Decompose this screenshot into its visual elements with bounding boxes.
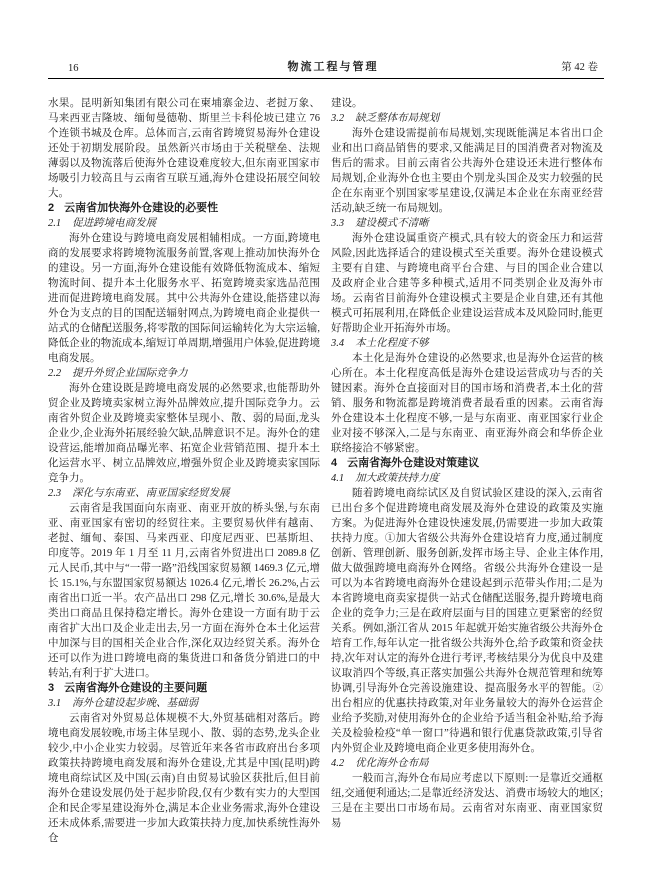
body-paragraph: 一般而言,海外仓布局应考虑以下原则:一是靠近交通枢纽,交通便利通达;二是靠近经济发达、消费市场较大的地区;三是在主要出口市场布局。云南省对东南亚、南亚国家贸易 (331, 773, 603, 829)
body-paragraph: 水果。昆明新知集团有限公司在柬埔寨金边、老挝万象、马来西亚吉隆坡、缅甸曼德勒、斯里兰卡科伦坡已建立 76 个连锁书城及仓库。总体而言,云南省跨境贸易海外仓建设还处于初期发展阶段。虽然新兴市场由于关税壁垒、法规薄弱以及物流落后使海外仓建设难度较大,但东南亚国家市场吸引力较高且与云南省互联互通,海外仓建设拓展空间较大。 (48, 98, 320, 199)
right-column (331, 96, 603, 846)
section-number: 3.1 (48, 698, 62, 709)
body-paragraph: 海外仓建设与跨境电商发展相辅相成。一方面,跨境电商的发展要求将跨境物流服务前置,客观上推动加快海外仓的建设。另一方面,海外仓建设能有效降低物流成本、缩短物流时间、提升本土化服务水平、拓宽跨境卖家选品范围进而促进跨境电商发展。其中公共海外仓建设,能搭建以海外仓为支点的目的国配送辐射网点,为跨境电商企业提供一站式的仓储配送服务,将零散的国际间运输转化为大宗运输,降低企业的物流成本,缩短订单周期,增强用户体验,促进跨境电商发展。 (48, 233, 320, 364)
subsection-heading (331, 471, 603, 486)
section-title: 促进跨境电商发展 (72, 218, 157, 229)
section-heading (331, 456, 603, 471)
section-title: 提升外贸企业国际竞争力 (72, 368, 188, 379)
section-title: 缺乏整体布局规划 (355, 113, 440, 124)
body-paragraph: 云南省是我国面向东南亚、南亚开放的桥头堡,与东南亚、南亚国家有密切的经贸往来。主要贸易伙伴有越南、老挝、缅甸、泰国、马来西亚、印度尼西亚、巴基斯坦、印度等。2019 年 1 月至 11 月,云南省外贸进出口 2089.8 亿元人民币,其中与“一带一路”沿线国家贸易额 1469.3 亿元,增长 15.1%,与东盟国家贸易额达 1026.4 亿元,增长 26.2%,占云南省出口近一半。农产品出口 298 亿元,增长 30.6%,是最大类出口商品且保持稳定增长。海外仓建设一方面有助于云南省扩大出口及企业走出去,另一方面在海外仓本土化运营中加深与目的国相关企业合作,深化双边经贸关系。海外仓还可以作为进口跨境电商的集货进口和备货分销进口的中转站,有利于扩大进口。 (48, 503, 320, 679)
volume-label: 第 42 卷 (561, 62, 598, 73)
subsection-heading (48, 216, 320, 231)
body-paragraph: 本土化是海外仓建设的必然要求,也是海外仓运营的核心所在。本土化程度高低是海外仓建设运营成功与否的关键因素。海外仓直接面对目的国市场和消费者,本土化的营销、服务和物流都是跨境消费者最看重的因素。云南省海外仓建设本土化程度不够,一是与东南亚、南亚国家行业企业对接不够深入,二是与东南亚、南亚海外商会和华侨企业联络接洽不够紧密。 (331, 353, 603, 454)
section-number: 3.4 (331, 338, 345, 349)
section-title: 建设模式不清晰 (355, 218, 429, 229)
section-title: 云南省海外仓建设对策建议 (347, 457, 480, 469)
body-paragraph: 海外仓建设需提前布局规划,实现既能满足本省出口企业和出口商品销售的要求,又能满足目的国消费者对物流及售后的需求。目前云南省公共海外仓建设还未进行整体布局规划,企业海外仓也主要由个别龙头国企及实力较强的民企在东南亚个别国家零星建设,仅满足本企业在东南亚经营活动,缺乏统一布局规划。 (331, 128, 603, 214)
section-title: 优化海外仓布局 (355, 758, 429, 769)
section-number: 4.2 (331, 758, 345, 769)
subsection-heading (331, 216, 603, 231)
page-number: 16 (68, 63, 79, 74)
section-title: 加大政策扶持力度 (355, 473, 440, 484)
body-paragraph: 海外仓建设既是跨境电商发展的必然要求,也能帮助外贸企业及跨境卖家树立海外品牌效应,提升国际竞争力。云南省外贸企业及跨境卖家整体呈现小、散、弱的局面,龙头企业少,企业海外拓展经验欠缺,品牌意识不足。海外仓的建设营运,能增加商品曝光率、拓宽企业营销范围、提升本土化运营水平、树立品牌效应,增强外贸企业及跨境卖家国际竞争力。 (48, 383, 320, 484)
section-number: 4 (331, 457, 338, 469)
body-paragraph: 建设。 (331, 98, 363, 109)
section-title: 云南省海外仓建设的主要问题 (64, 682, 208, 694)
body-paragraph: 随着跨境电商综试区及自贸试验区建设的深入,云南省已出台多个促进跨境电商发展及海外仓建设的政策及实施方案。为促进海外仓建设快速发展,仍需要进一步加大政策扶持力度。①加大省级公共海外仓建设培育力度,通过制度创新、管理创新、服务创新,发挥市场主导、企业主体作用,做大做强跨境电商海外仓网络。省级公共海外仓建设一是可以为本省跨境电商海外仓建设起到示范带头作用;二是为本省跨境电商卖家提供一站式仓储配送服务,提升跨境电商企业的竞争力;三是在政府层面与目的国建立更紧密的经贸关系。例如,浙江省从 2015 年起就开始实施省级公共海外仓培育工作,每年认定一批省级公共海外仓,给予政策和资金扶持,次年对认定的海外仓进行考评,考核结果分为优良中及建议取消四个等级,真正落实加强公共海外仓规范管理和统筹协调,引导海外仓完善设施建设、提高服务水平的智能。②出台相应的优惠扶持政策,对年业务量较大的海外仓运营企业给予奖励,对使用海外仓的企业给予适当租金补贴,给予海关及检验检疫“单一窗口”待遇和银行优惠贷款政策,引导省内外贸企业及跨境电商企业更多使用海外仓。 (331, 488, 603, 754)
section-number: 2.1 (48, 218, 62, 229)
page-header (48, 58, 604, 78)
article-body (48, 96, 604, 846)
subsection-heading (48, 696, 320, 711)
subsection-heading (331, 111, 603, 126)
section-number: 4.1 (331, 473, 345, 484)
header-rule (48, 78, 604, 79)
section-number: 2 (48, 202, 55, 214)
section-number: 2.2 (48, 368, 62, 379)
section-title: 海外仓建设起步晚、基础弱 (72, 698, 199, 709)
body-paragraph: 海外仓建设属重资产模式,具有较大的资金压力和运营风险,因此选择适合的建设模式至关重要。海外仓建设模式主要有自建、与跨境电商平台合建、与目的国企业合建以及政府企业合建等多种模式,适用不同类别企业及海外市场。云南省目前海外仓建设模式主要是企业自建,还有其他模式可拓展利用,在降低企业建设运营成本及风险同时,能更好帮助企业开拓海外市场。 (331, 233, 603, 334)
section-heading (48, 681, 320, 696)
section-title: 云南省加快海外仓建设的必要性 (64, 202, 219, 214)
subsection-heading (331, 756, 603, 771)
section-number: 3.3 (331, 218, 345, 229)
section-number: 2.3 (48, 488, 62, 499)
section-heading (48, 201, 320, 216)
section-title: 深化与东南亚、南亚国家经贸发展 (72, 488, 230, 499)
section-number: 3.2 (331, 113, 345, 124)
subsection-heading (48, 486, 320, 501)
section-title: 本土化程度不够 (355, 338, 429, 349)
section-number: 3 (48, 682, 55, 694)
journal-title: 物流工程与管理 (287, 61, 379, 73)
subsection-heading (331, 336, 603, 351)
left-column (48, 96, 320, 846)
body-paragraph: 云南省对外贸易总体规模不大,外贸基础相对落后。跨境电商发展较晚,市场主体呈现小、散、弱的态势,龙头企业较少,中小企业实力较弱。尽管近年来各省市政府出台多项政策扶持跨境电商发展和海外仓建设,尤其是中国(昆明)跨境电商综试区及中国(云南)自由贸易试验区获批后,但目前海外仓建设发展仍处于起步阶段,仅有少数有实力的大型国企和民企零星建设海外仓,满足本企业业务需求,海外仓建设还未成体系,需要进一步加大政策扶持力度,加快系统性海外仓 (48, 713, 320, 844)
subsection-heading (48, 366, 320, 381)
